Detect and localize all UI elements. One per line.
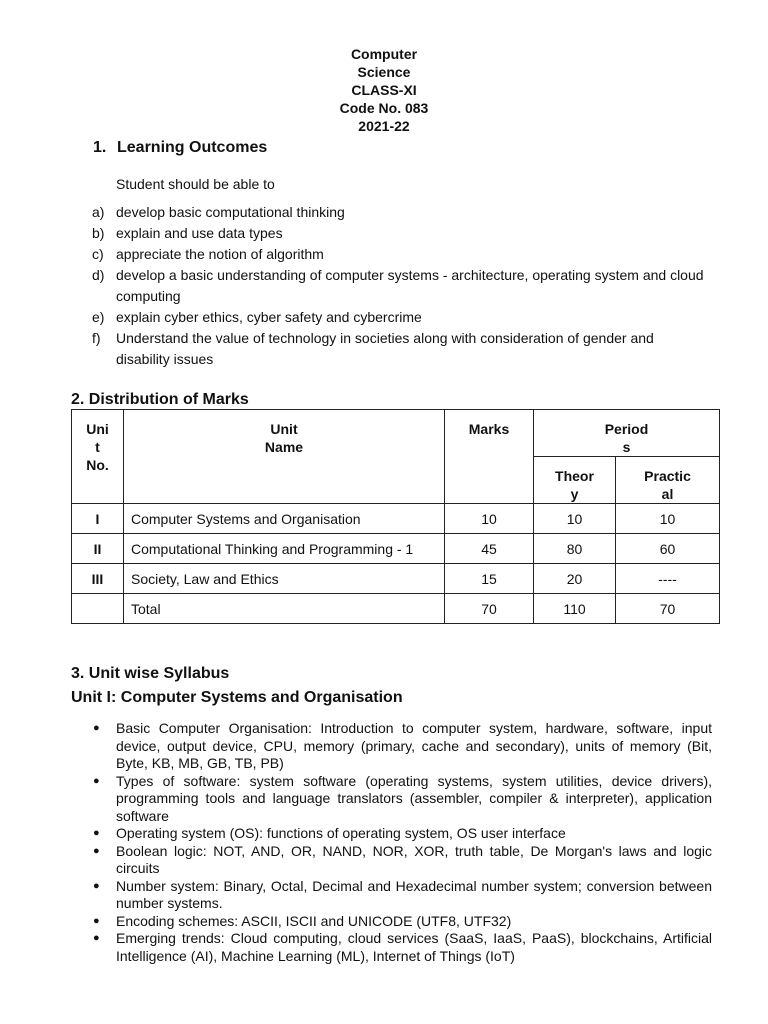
list-item [0, 244, 768, 265]
cell-marks: 70 [445, 594, 534, 624]
cell-unit: I [72, 504, 124, 534]
cell-name: Society, Law and Ethics [124, 564, 445, 594]
code-label: Code No. 083 [339, 100, 429, 116]
cell-practical: 60 [616, 534, 720, 564]
unit-title: Unit I: Computer Systems and Organisation [71, 689, 403, 706]
bullet-icon: ● [93, 879, 100, 892]
item-text: Basic Computer Organisation: Introduction to computer system, hardware, software, input device, output device, CPU, memory (primary, cache and secondary), units of memory (Bit, Byte, KB, MB, GB, TB, PB) [116, 720, 712, 771]
section3-heading [71, 664, 229, 684]
header-text: s [622, 439, 631, 455]
header-text: Name [264, 439, 304, 455]
section2-heading [71, 390, 249, 410]
list-item [0, 328, 768, 370]
list-item [0, 825, 768, 843]
header-text: Uni [86, 421, 109, 437]
cell-name: Computer Systems and Organisation [124, 504, 445, 534]
cell-theory: 20 [534, 564, 616, 594]
header-marks [445, 410, 534, 504]
header-text: t [95, 439, 100, 455]
bullet-icon: ● [93, 914, 100, 927]
section1-number: 1. [93, 139, 107, 156]
header-text: Theor [555, 468, 594, 484]
header-text: Period [604, 421, 649, 437]
class-label: CLASS-XI [351, 82, 417, 98]
cell-marks: 15 [445, 564, 534, 594]
list-item [0, 878, 768, 913]
section2-number: 2. [71, 391, 85, 408]
document-header [0, 45, 768, 135]
cell-name: Total [124, 594, 445, 624]
cell-unit [72, 594, 124, 624]
table-row [72, 534, 720, 564]
cell-theory: 110 [534, 594, 616, 624]
item-letter: c) [92, 246, 104, 262]
item-letter: b) [92, 225, 105, 241]
item-letter: d) [92, 267, 105, 283]
header-text: Unit [270, 421, 298, 437]
item-letter: e) [92, 309, 105, 325]
cell-name: Computational Thinking and Programming - 1 [124, 534, 445, 564]
item-text: develop basic computational thinking [116, 204, 345, 220]
table-row-total [72, 594, 720, 624]
syllabus-list [0, 720, 768, 965]
list-item [0, 913, 768, 931]
section3-title: Unit wise Syllabus [88, 665, 230, 682]
cell-marks: 45 [445, 534, 534, 564]
item-text: Number system: Binary, Octal, Decimal and Hexadecimal number system; conversion between number systems. [116, 877, 712, 911]
header-practical [616, 457, 720, 504]
item-text: explain and use data types [116, 225, 283, 241]
item-text: Types of software: system software (operating systems, system utilities, device drivers), programming tools and language translators (assembler, compiler & interpreter), application software [116, 772, 712, 824]
list-item [0, 773, 768, 826]
cell-practical: 10 [616, 504, 720, 534]
subject-line-1: Computer [350, 46, 418, 62]
list-item [0, 720, 768, 773]
item-text: develop a basic understanding of computer systems - architecture, operating system and cloud computing [116, 267, 704, 304]
section2-title: Distribution of Marks [88, 391, 249, 408]
section1-heading [93, 138, 267, 158]
list-item [0, 202, 768, 223]
item-text: Operating system (OS): functions of operating system, OS user interface [116, 825, 566, 841]
item-letter: f) [92, 330, 101, 346]
item-text: explain cyber ethics, cyber safety and cybercrime [116, 309, 422, 325]
section1-title: Learning Outcomes [117, 139, 268, 156]
header-periods [534, 410, 720, 457]
header-text: Marks [468, 421, 510, 437]
cell-practical: ---- [616, 564, 720, 594]
list-item [0, 223, 768, 244]
cell-theory: 10 [534, 504, 616, 534]
header-text: Practic [644, 468, 691, 484]
item-text: Understand the value of technology in societies along with consideration of gender and disability issues [116, 330, 654, 367]
cell-practical: 70 [616, 594, 720, 624]
bullet-icon: ● [93, 932, 100, 944]
table-row [72, 504, 720, 534]
item-text: appreciate the notion of algorithm [116, 246, 324, 262]
marks-table [71, 409, 720, 624]
subject-line-2: Science [357, 64, 411, 80]
outcomes-intro: Student should be able to [116, 176, 275, 192]
list-item [0, 930, 768, 965]
bullet-icon: ● [93, 827, 100, 839]
header-text: No. [86, 457, 109, 473]
list-item [0, 307, 768, 328]
item-text: Emerging trends: Cloud computing, cloud services (SaaS, IaaS, PaaS), blockchains, Artificial Intelligence (AI), Machine Learning (ML), Internet of Things (IoT) [116, 930, 712, 964]
outcomes-list [0, 202, 768, 370]
header-text: al [661, 486, 674, 502]
header-unit-no [72, 410, 124, 504]
bullet-icon: ● [93, 774, 100, 787]
list-item [0, 843, 768, 878]
header-theory [534, 457, 616, 504]
cell-marks: 10 [445, 504, 534, 534]
list-item [0, 265, 768, 307]
cell-theory: 80 [534, 534, 616, 564]
bullet-icon: ● [93, 844, 100, 857]
bullet-icon: ● [93, 722, 100, 734]
table-row [72, 564, 720, 594]
header-text: y [570, 486, 579, 502]
cell-unit: II [72, 534, 124, 564]
item-text: Encoding schemes: ASCII, ISCII and UNICODE (UTF8, UTF32) [116, 912, 512, 929]
header-unit-name [124, 410, 445, 504]
year-label: 2021-22 [358, 118, 410, 134]
cell-unit: III [72, 564, 124, 594]
item-text: Boolean logic: NOT, AND, OR, NAND, NOR, XOR, truth table, De Morgan's laws and logic circuits [116, 842, 712, 876]
item-letter: a) [92, 204, 105, 220]
section3-number: 3. [71, 665, 85, 682]
